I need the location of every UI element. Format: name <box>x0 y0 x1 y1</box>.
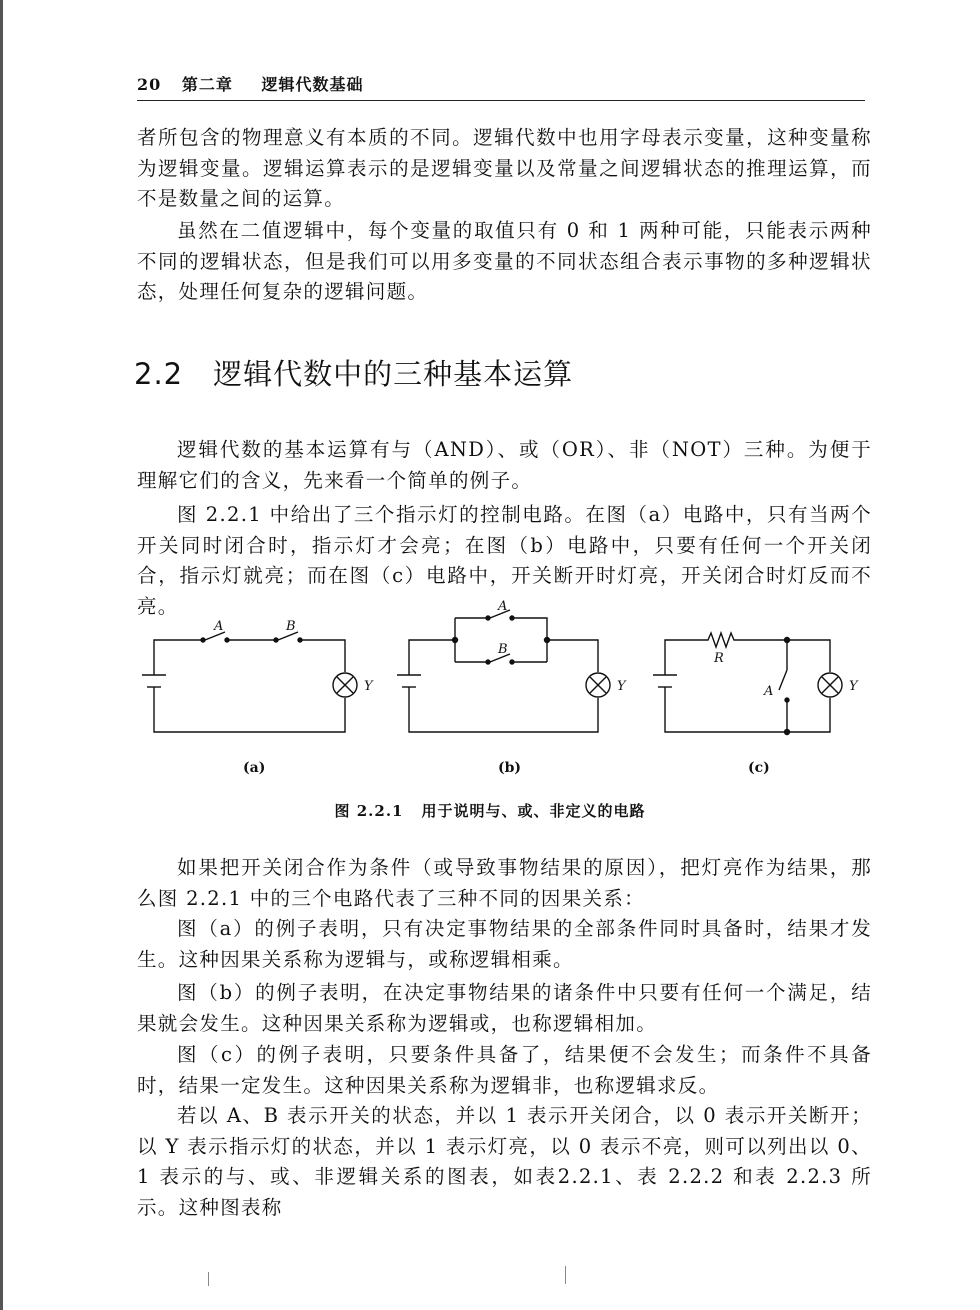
figure-caption <box>0 800 980 821</box>
section-title: 逻辑代数中的三种基本运算 <box>213 357 574 391</box>
paragraph-7: 图（b）的例子表明，在决定事物结果的诸条件中只要有任何一个满足，结果就会发生。这种因果关系称为逻辑或，也称逻辑相加。 <box>137 981 872 1035</box>
lamp-c-label: Y <box>849 679 858 694</box>
paragraph-1: 者所包含的物理意义有本质的不同。逻辑代数中也用字母表示变量，这种变量称为逻辑变量。逻辑运算表示的是逻辑变量以及常量之间逻辑状态的推理运算，而不是数量之间的运算。 <box>137 126 872 210</box>
section-number: 2.2 <box>134 357 184 391</box>
paragraph-6: 图（a）的例子表明，只有决定事物结果的全部条件同时具备时，结果才发生。这种因果关系称为逻辑与，或称逻辑相乘。 <box>137 917 872 971</box>
lamp-c-icon <box>818 673 842 697</box>
lamp-b-label: Y <box>617 679 626 694</box>
circuit-a <box>142 619 374 732</box>
section-heading <box>134 352 573 393</box>
header-rule <box>137 100 865 101</box>
paragraph-8: 图（c）的例子表明，只要条件具备了，结果便不会发生；而条件不具备时，结果一定发生。这种因果关系称为逻辑非，也称逻辑求反。 <box>137 1043 872 1097</box>
scan-edge <box>0 0 3 1310</box>
figure-number: 图 2.2.1 <box>334 802 404 820</box>
scan-mark <box>565 1266 566 1284</box>
circuit-b <box>397 600 627 732</box>
running-header <box>137 72 363 95</box>
paragraph-5: 如果把开关闭合作为条件（或导致事物结果的原因），把灯亮作为结果，那么图 2.2.1 中的三个电路代表了三种不同的因果关系： <box>137 856 872 910</box>
paragraph-4: 图 2.2.1 中给出了三个指示灯的控制电路。在图（a）电路中，只有当两个开关同时闭合时，指示灯才会亮；在图（b）电路中，只要有任何一个开关闭合，指示灯就亮；而在图（c）电路中，开关断开时灯亮，开关闭合时灯反而不亮。 <box>137 503 872 618</box>
chapter-label: 第二章 <box>181 75 233 94</box>
scan-mark <box>208 1272 209 1286</box>
subfigure-c-label: (c) <box>748 760 770 776</box>
page-number: 20 <box>137 75 162 94</box>
paragraph-2: 虽然在二值逻辑中，每个变量的取值只有 0 和 1 两种可能，只能表示两种不同的逻辑状态，但是我们可以用多变量的不同状态组合表示事物的多种逻辑状态，处理任何复杂的逻辑问题。 <box>137 219 872 303</box>
switch-a-label: A <box>498 600 508 614</box>
circuit-figure <box>130 600 890 790</box>
chapter-title: 逻辑代数基础 <box>261 75 364 94</box>
figure-caption-text: 用于说明与、或、非定义的电路 <box>421 802 646 820</box>
subfigure-b-label: (b) <box>498 760 522 776</box>
switch-b-label: B <box>498 642 508 657</box>
subfigure-a-label: (a) <box>243 760 266 776</box>
resistor-label: R <box>714 651 724 666</box>
paragraph-3: 逻辑代数的基本运算有与（AND）、或（OR）、非（NOT）三种。为便于理解它们的含义，先来看一个简单的例子。 <box>137 438 872 492</box>
lamp-a-label: Y <box>364 679 373 694</box>
paragraph-9: 若以 A、B 表示开关的状态，并以 1 表示开关闭合，以 0 表示开关断开；以 Y 表示指示灯的状态，并以 1 表示灯亮，以 0 表示不亮，则可以列出以 0、1 表示的与、或、非逻辑关系的图表，如表2.2.1、表 2.2.2 和表 2.2.3 所示。这种图表称 <box>137 1104 872 1219</box>
switch-a-label: A <box>764 684 774 699</box>
switch-b-label: B <box>286 619 296 634</box>
lamp-a-icon <box>333 673 357 697</box>
switch-a-label: A <box>214 619 224 634</box>
lamp-b-icon <box>586 673 610 697</box>
circuit-c <box>653 633 859 735</box>
